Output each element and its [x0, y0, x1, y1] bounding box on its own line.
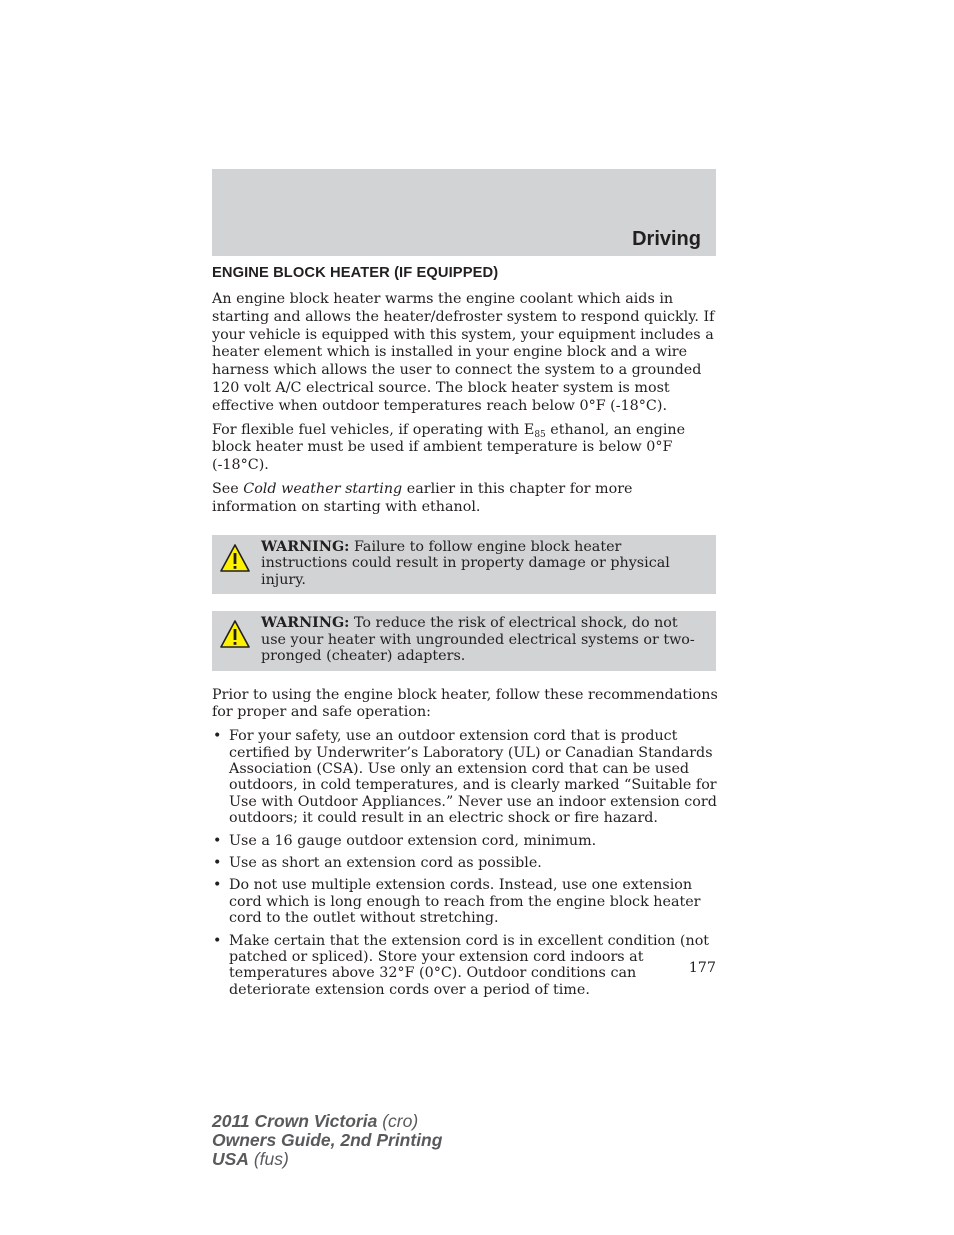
paragraph-intro: An engine block heater warms the engine coolant which aids in starting and allows the heater/defroster system to respond quickly. If your vehicle is equipped with this system, your equipment includes a heater element which is installed in your engine block and a wire harness which allows the user to connect the system to a grounded 120 volt A/C electrical source. The block heater system is most effective when outdoor temperatures reach below 0°F (-18°C).	[212, 291, 715, 414]
footer-region: USA	[212, 1149, 249, 1169]
list-item-text: Use as short an extension cord as possible.	[229, 855, 542, 871]
section-header-band	[212, 169, 716, 256]
list-item	[212, 833, 718, 849]
footer-model: 2011 Crown Victoria	[212, 1111, 378, 1131]
warning-triangle-icon	[219, 543, 251, 573]
flexfuel-subscript: 85	[534, 429, 546, 440]
list-item	[212, 933, 718, 999]
list-item-text: For your safety, use an outdoor extension cord that is product certified by Underwriter’s Laboratory (UL) or Canadian Standards Association (CSA). Use only an extension cord that can be used outdoors, in cold temperatures, and is clearly marked “Suitable for Use with Outdoor Appliances.” Never use an indoor extension cord outdoors; it could result in an electric shock or fire hazard.	[229, 728, 717, 827]
paragraph-recommendations: Prior to using the engine block heater, follow these recommendations for proper and safe operation:	[212, 686, 718, 721]
warning-label: WARNING:	[261, 615, 350, 632]
document-footer	[212, 1112, 442, 1169]
warning-box	[212, 535, 716, 595]
flexfuel-text-after: ethanol, an engine block heater must be used if ambient temperature is below 0°F (-18°C).	[212, 421, 686, 474]
footer-model-code: (cro)	[377, 1111, 419, 1131]
list-item	[212, 877, 718, 926]
paragraph-flexfuel	[212, 422, 718, 475]
list-item	[212, 855, 718, 871]
page-number: 177	[688, 960, 716, 976]
paragraph-see-also	[212, 481, 718, 517]
warning-triangle-icon	[219, 619, 251, 649]
bullet-icon: •	[213, 832, 222, 849]
page-content	[212, 265, 718, 1004]
list-item-text: Use a 16 gauge outdoor extension cord, minimum.	[229, 832, 597, 849]
list-item	[212, 728, 718, 826]
bullet-icon: •	[213, 877, 222, 894]
flexfuel-text-before: For flexible fuel vehicles, if operating with E	[212, 421, 535, 438]
see-also-after: earlier in this chapter for more information on starting with ethanol.	[212, 480, 633, 515]
footer-line-model	[212, 1112, 442, 1131]
footer-guide: Owners Guide, 2nd Printing	[212, 1130, 443, 1150]
section-title: Driving	[632, 228, 701, 250]
warning-text: To reduce the risk of electrical shock, do not use your heater with ungrounded electrical systems or two-pronged (cheater) adapters.	[261, 615, 695, 665]
footer-region-code: (fus)	[248, 1149, 289, 1169]
list-item-text: Do not use multiple extension cords. Instead, use one extension cord which is long enough to reach from the engine block heater cord to the outlet without stretching.	[229, 877, 701, 927]
cross-reference: Cold weather starting	[243, 480, 403, 497]
warning-text: Failure to follow engine block heater instructions could result in property damage or physical injury.	[261, 538, 670, 588]
bullet-icon: •	[213, 728, 222, 745]
list-item-text: Make certain that the extension cord is in excellent condition (not patched or spliced). Store your extension cord indoors at temperatures above 32°F (0°C). Outdoor conditions can deteriorate extension cords over a period of time.	[229, 932, 710, 998]
footer-line-region	[212, 1150, 442, 1169]
bullet-icon: •	[213, 855, 222, 871]
bullet-icon: •	[213, 932, 222, 949]
warning-box	[212, 611, 716, 671]
footer-line-guide	[212, 1131, 442, 1150]
recommendation-list	[212, 728, 718, 998]
see-also-before: See	[212, 480, 244, 497]
subheading: ENGINE BLOCK HEATER (IF EQUIPPED)	[212, 265, 499, 281]
warning-label: WARNING:	[261, 538, 350, 555]
